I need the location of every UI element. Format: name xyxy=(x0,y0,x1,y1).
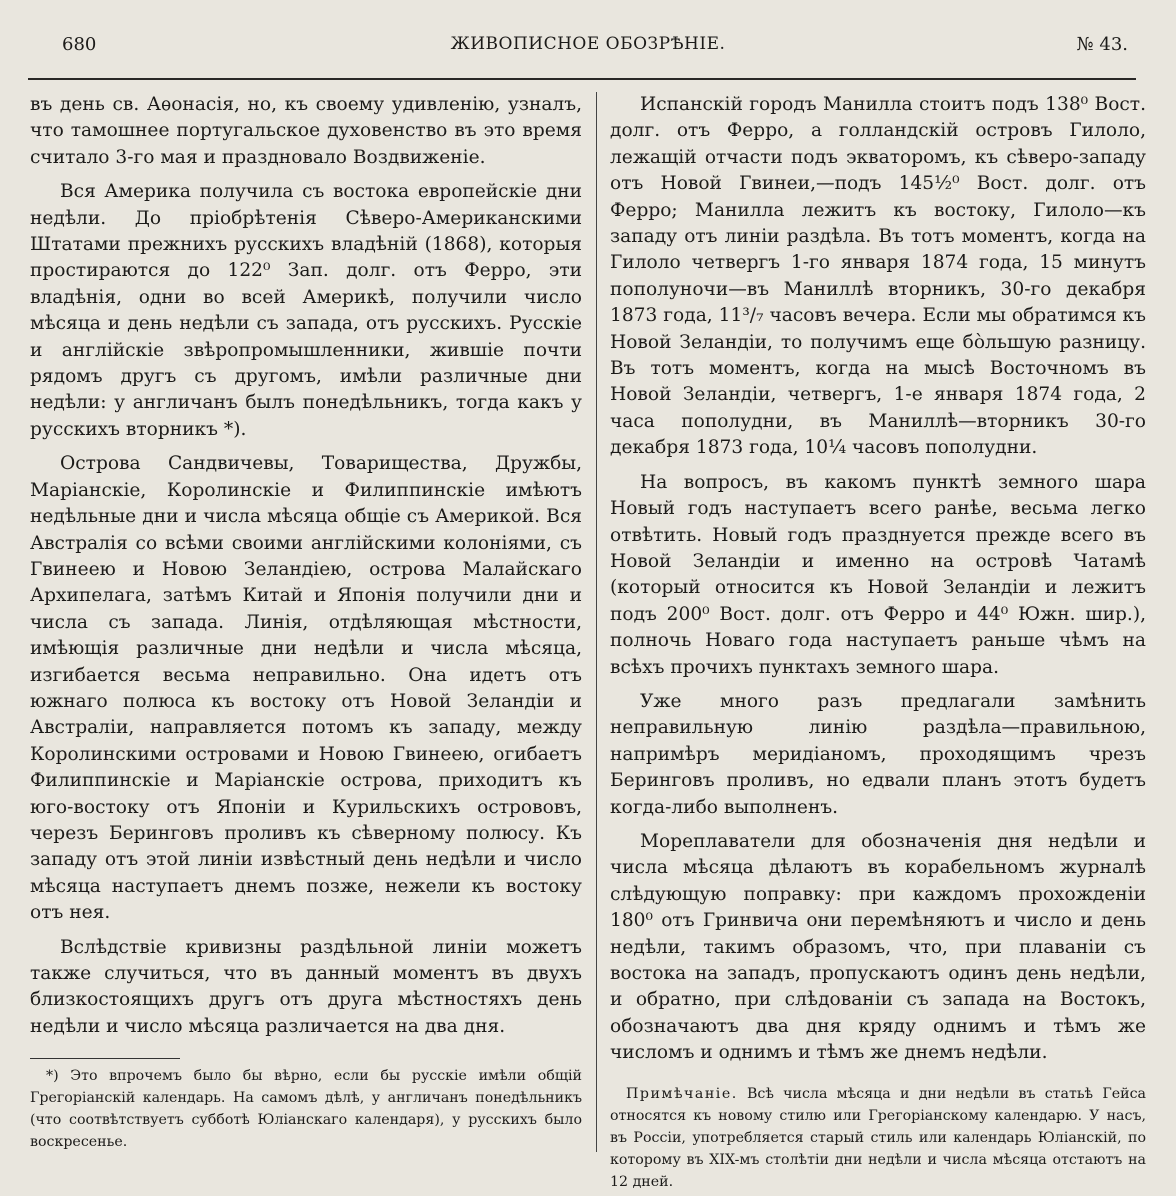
issue-number: № 43. xyxy=(1076,34,1128,55)
column-divider xyxy=(596,92,597,1152)
page-number: 680 xyxy=(62,34,97,55)
editor-note xyxy=(610,1083,1146,1193)
paragraph: Испанскій городъ Манилла стоитъ подъ 138⁰ Вост. долг. отъ Ферро, а голландскій островъ Гилоло, лежащій отчасти подъ экваторомъ, къ сѣверо-западу отъ Новой Гвинеи,—подъ 145½⁰ Вост. долг. отъ Ферро; Манилла лежитъ къ востоку, Гилоло—къ западу отъ линіи раздѣла. Въ тотъ моментъ, когда на Гилоло четвергъ 1-го января 1874 года, 15 минутъ пополуночи—въ Маниллѣ вторникъ, 30-го декабря 1873 года, 11³/₇ часовъ вечера. Если мы обратимся къ Новой Зеландіи, то получимъ еще бо̀льшую разницу. Въ тотъ моментъ, когда на мысѣ Восточномъ въ Новой Зеландіи, четвергъ, 1-е января 1874 года, 2 часа пополудни, въ Маниллѣ—вторникъ 30-го декабря 1873 года, 10¼ часовъ пополудни. xyxy=(610,94,1146,459)
paragraph: Острова Сандвичевы, Товарищества, Дружбы, Маріанскіе, Королинскіе и Филиппинскіе имѣютъ недѣльные дни и числа мѣсяца общіе съ Америкой. Вся Австралія со всѣми своими англійскими колоніями, съ Гвинеею и Новою Зеландіею, острова Малайскаго Архипелага, затѣмъ Китай и Японія получили дни и числа съ запада. Линія, отдѣляющая мѣстности, имѣющія различные дни недѣли и числа мѣсяца, изгибается весьма неправильно. Она идетъ отъ южнаго полюса къ востоку отъ Новой Зеландіи и Австраліи, направляется потомъ къ западу, между Королинскими островами и Новою Гвинеею, огибаетъ Филиппинскіе и Маріанскіе острова, приходитъ къ юго-востоку отъ Японіи и Курильскихъ острововъ, черезъ Беринговъ проливъ къ сѣверному полюсу. Къ западу отъ этой линіи извѣстный день недѣли и число мѣсяца наступаетъ днемъ позже, нежели къ востоку отъ нея. xyxy=(30,453,582,924)
note-label: Примѣчаніе. xyxy=(626,1085,738,1102)
paragraph: Уже много разъ предлагали замѣнить неправильную линію раздѣла—правильною, напримѣръ меридіаномъ, проходящимъ чрезъ Беринговъ проливъ, но едвали планъ этотъ будетъ когда-либо выполненъ. xyxy=(610,690,1146,818)
paragraph: Вся Америка получила съ востока европейскіе дни недѣли. До пріобрѣтенія Сѣверо-Американскими Штатами прежнихъ русскихъ владѣній (1868), которыя простираются до 122⁰ Зап. долг. отъ Ферро, эти владѣнія, одни во всей Америкѣ, получили число мѣсяца и день недѣли съ запада, отъ русскихъ. Русскіе и англійскіе звѣропромышленники, жившіе почти рядомъ другъ съ другомъ, имѣли различные дни недѣли: у англичанъ былъ понедѣльникъ, тогда какъ у русскихъ вторникъ *). xyxy=(30,181,582,440)
note-text: Всѣ числа мѣсяца и дни недѣли въ статьѣ Гейса относятся къ новому стилю или Грегоріанскому календарю. У насъ, въ Россіи, употребляется старый стиль или календарь Юліанскій, по которому въ XIX-мъ столѣтіи дни недѣли и числа мѣсяца отстаютъ на 12 дней. xyxy=(610,1085,1146,1190)
footnote: *) Это впрочемъ было бы вѣрно, если бы русскіе имѣли общій Грегоріанскій календарь. На самомъ дѣлѣ, у англичанъ понедѣльникъ (что соотвѣтствуетъ субботѣ Юліанскаго календаря), у русскихъ было воскресенье. xyxy=(30,1068,582,1151)
footnote-rule xyxy=(30,1058,180,1059)
paragraph: въ день св. Аѳонасія, но, къ своему удивленію, узналъ, что тамошнее португальское духовенство въ это время считало 3-го мая и праздновало Воздвиженіе. xyxy=(30,94,582,168)
note-paragraph xyxy=(610,1083,1146,1193)
right-column xyxy=(610,92,1146,1193)
paragraph: Мореплаватели для обозначенія дня недѣли и числа мѣсяца дѣлаютъ въ корабельномъ журналѣ слѣдующую поправку: при каждомъ прохожденіи 180⁰ отъ Гринвича они перемѣняютъ и число и день недѣли, такимъ образомъ, что, при плаваніи съ востока на западъ, пропускаютъ одинъ день недѣли, и обратно, при слѣдованіи съ запада на Востокъ, обозначаютъ два дня кряду однимъ и тѣмъ же числомъ и однимъ и тѣмъ же днемъ недѣли. xyxy=(610,830,1146,1064)
left-column xyxy=(30,92,582,1153)
paragraph: На вопросъ, въ какомъ пунктѣ земного шара Новый годъ наступаетъ всего ранѣе, весьма легко отвѣтить. Новый годъ празднуется прежде всего въ Новой Зеландіи и именно на островѣ Чатамѣ (который относится къ Новой Зеландіи и лежитъ подъ 200⁰ Вост. долг. отъ Ферро и 44⁰ Южн. шир.), полночь Новаго года наступаетъ раньше чѣмъ на всѣхъ прочихъ пунктахъ земного шара. xyxy=(610,471,1146,678)
page-header xyxy=(0,0,1176,78)
journal-title: ЖИВОПИСНОЕ ОБОЗРѢНІЕ. xyxy=(450,34,726,54)
paragraph: Вслѣдствіе кривизны раздѣльной линіи можетъ также случиться, что въ данный моментъ въ двухъ близкостоящихъ другъ отъ друга мѣстностяхъ день недѣли и число мѣсяца различается на два дня. xyxy=(30,936,582,1037)
header-rule xyxy=(28,78,1136,80)
